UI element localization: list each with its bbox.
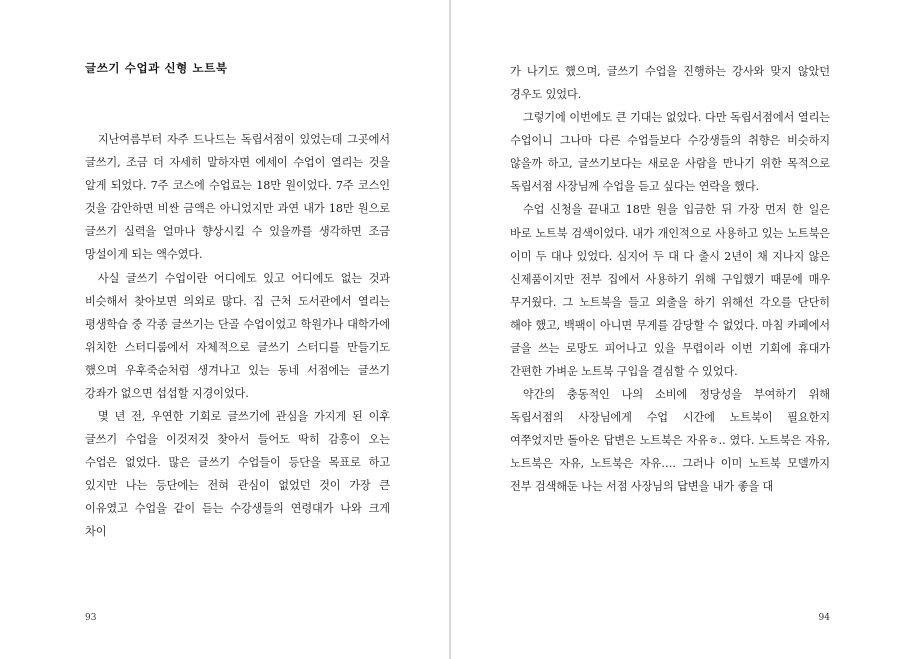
paragraph: 그렇기에 이번에도 큰 기대는 없었다. 다만 독립서점에서 열리는 수업이니 그나마 다른 수업들보다 수강생들의 취향은 비슷하지 않을까 하고, 글쓰기보다는 새로운 사람을 만나기 위한 목적으로 독립서점 사장님께 수업을 듣고 싶다는 연락을 했다.	[510, 111, 830, 194]
paragraph: 지난여름부터 자주 드나드는 독립서점이 있었는데 그곳에서 글쓰기, 조금 더 자세히 말하자면 에세이 수업이 열리는 것을 알게 되었다. 7주 코스에 수업료는 18만 원이었다. 7주 코스인 것을 감안하면 비싼 금액은 아니었지만 과연 내가 18만 원으로 글쓰기 실력을 얼마나 향상시킬 수 있을까를 생각하면 조금 망설이게 되는 액수였다.	[85, 133, 390, 262]
page-number: 94	[818, 613, 830, 623]
paragraph: 가 나기도 했으며, 글쓰기 수업을 진행하는 강사와 맞지 않았던 경우도 있었다.	[510, 65, 830, 102]
paragraph: 사실 글쓰기 수업이란 어디에도 있고 어디에도 없는 것과 비슷해서 찾아보면 의외로 많다. 집 근처 도서관에서 열리는 평생학습 중 각종 글쓰기는 단골 수업이었고 학원가나 대학가에 위치한 스터디룸에서 자체적으로 글쓰기 스터디를 만들기도 했으며 우후죽순처럼 생겨나고 있는 동네 서점에는 글쓰기 강좌가 없으면 섭섭할 지경이었다.	[85, 271, 390, 400]
paragraph: 몇 년 전, 우연한 기회로 글쓰기에 관심을 가지게 된 이후 글쓰기 수업을 이것저것 찾아서 들어도 딱히 감흥이 오는 수업은 없었다. 많은 글쓰기 수업들이 등단을 목표로 하고 있지만 나는 등단에는 전혀 관심이 없었던 것이 가장 큰 이유였고 수업을 같이 듣는 수강생들의 연령대가 나와 크게 차이	[85, 410, 390, 539]
paragraph: 수업 신청을 끝내고 18만 원을 입금한 뒤 가장 먼저 한 일은 바로 노트북 검색이었다. 내가 개인적으로 사용하고 있는 노트북은 이미 두 대나 있었다. 심지어 두 대 다 출시 2년이 채 지나지 않은 신제품이지만 전부 집에서 사용하기 위해 구입했기 때문에 매우 무거웠다. 그 노트북을 들고 외출을 하기 위해선 각오를 단단히 해야 했고, 백팩이 아니면 무게를 감당할 수 없었다. 마침 카페에서 글을 쓰는 로망도 피어나고 있을 무렵이라 이번 기회에 휴대가 간편한 가벼운 노트북 구입을 결심할 수 있었다.	[510, 203, 830, 379]
right-page-body	[510, 60, 830, 498]
paragraph: 약간의 충동적인 나의 소비에 정당성을 부여하기 위해 독립서점의 사장님에게 수업 시간에 노트북이 필요한지 여쭈었지만 돌아온 답변은 노트북은 자유ㅎ.. 였다. 노트북은 자유, 노트북은 자유, 노트북은 자유…. 그러나 이미 노트북 모델까지 전부 검색해둔 나는 서점 사장님의 답변을 내가 좋을 대	[510, 388, 830, 494]
left-page-body	[85, 128, 390, 543]
chapter-title: 글쓰기 수업과 신형 노트북	[85, 61, 228, 75]
page-number: 93	[85, 613, 97, 623]
right-page	[450, 0, 900, 659]
